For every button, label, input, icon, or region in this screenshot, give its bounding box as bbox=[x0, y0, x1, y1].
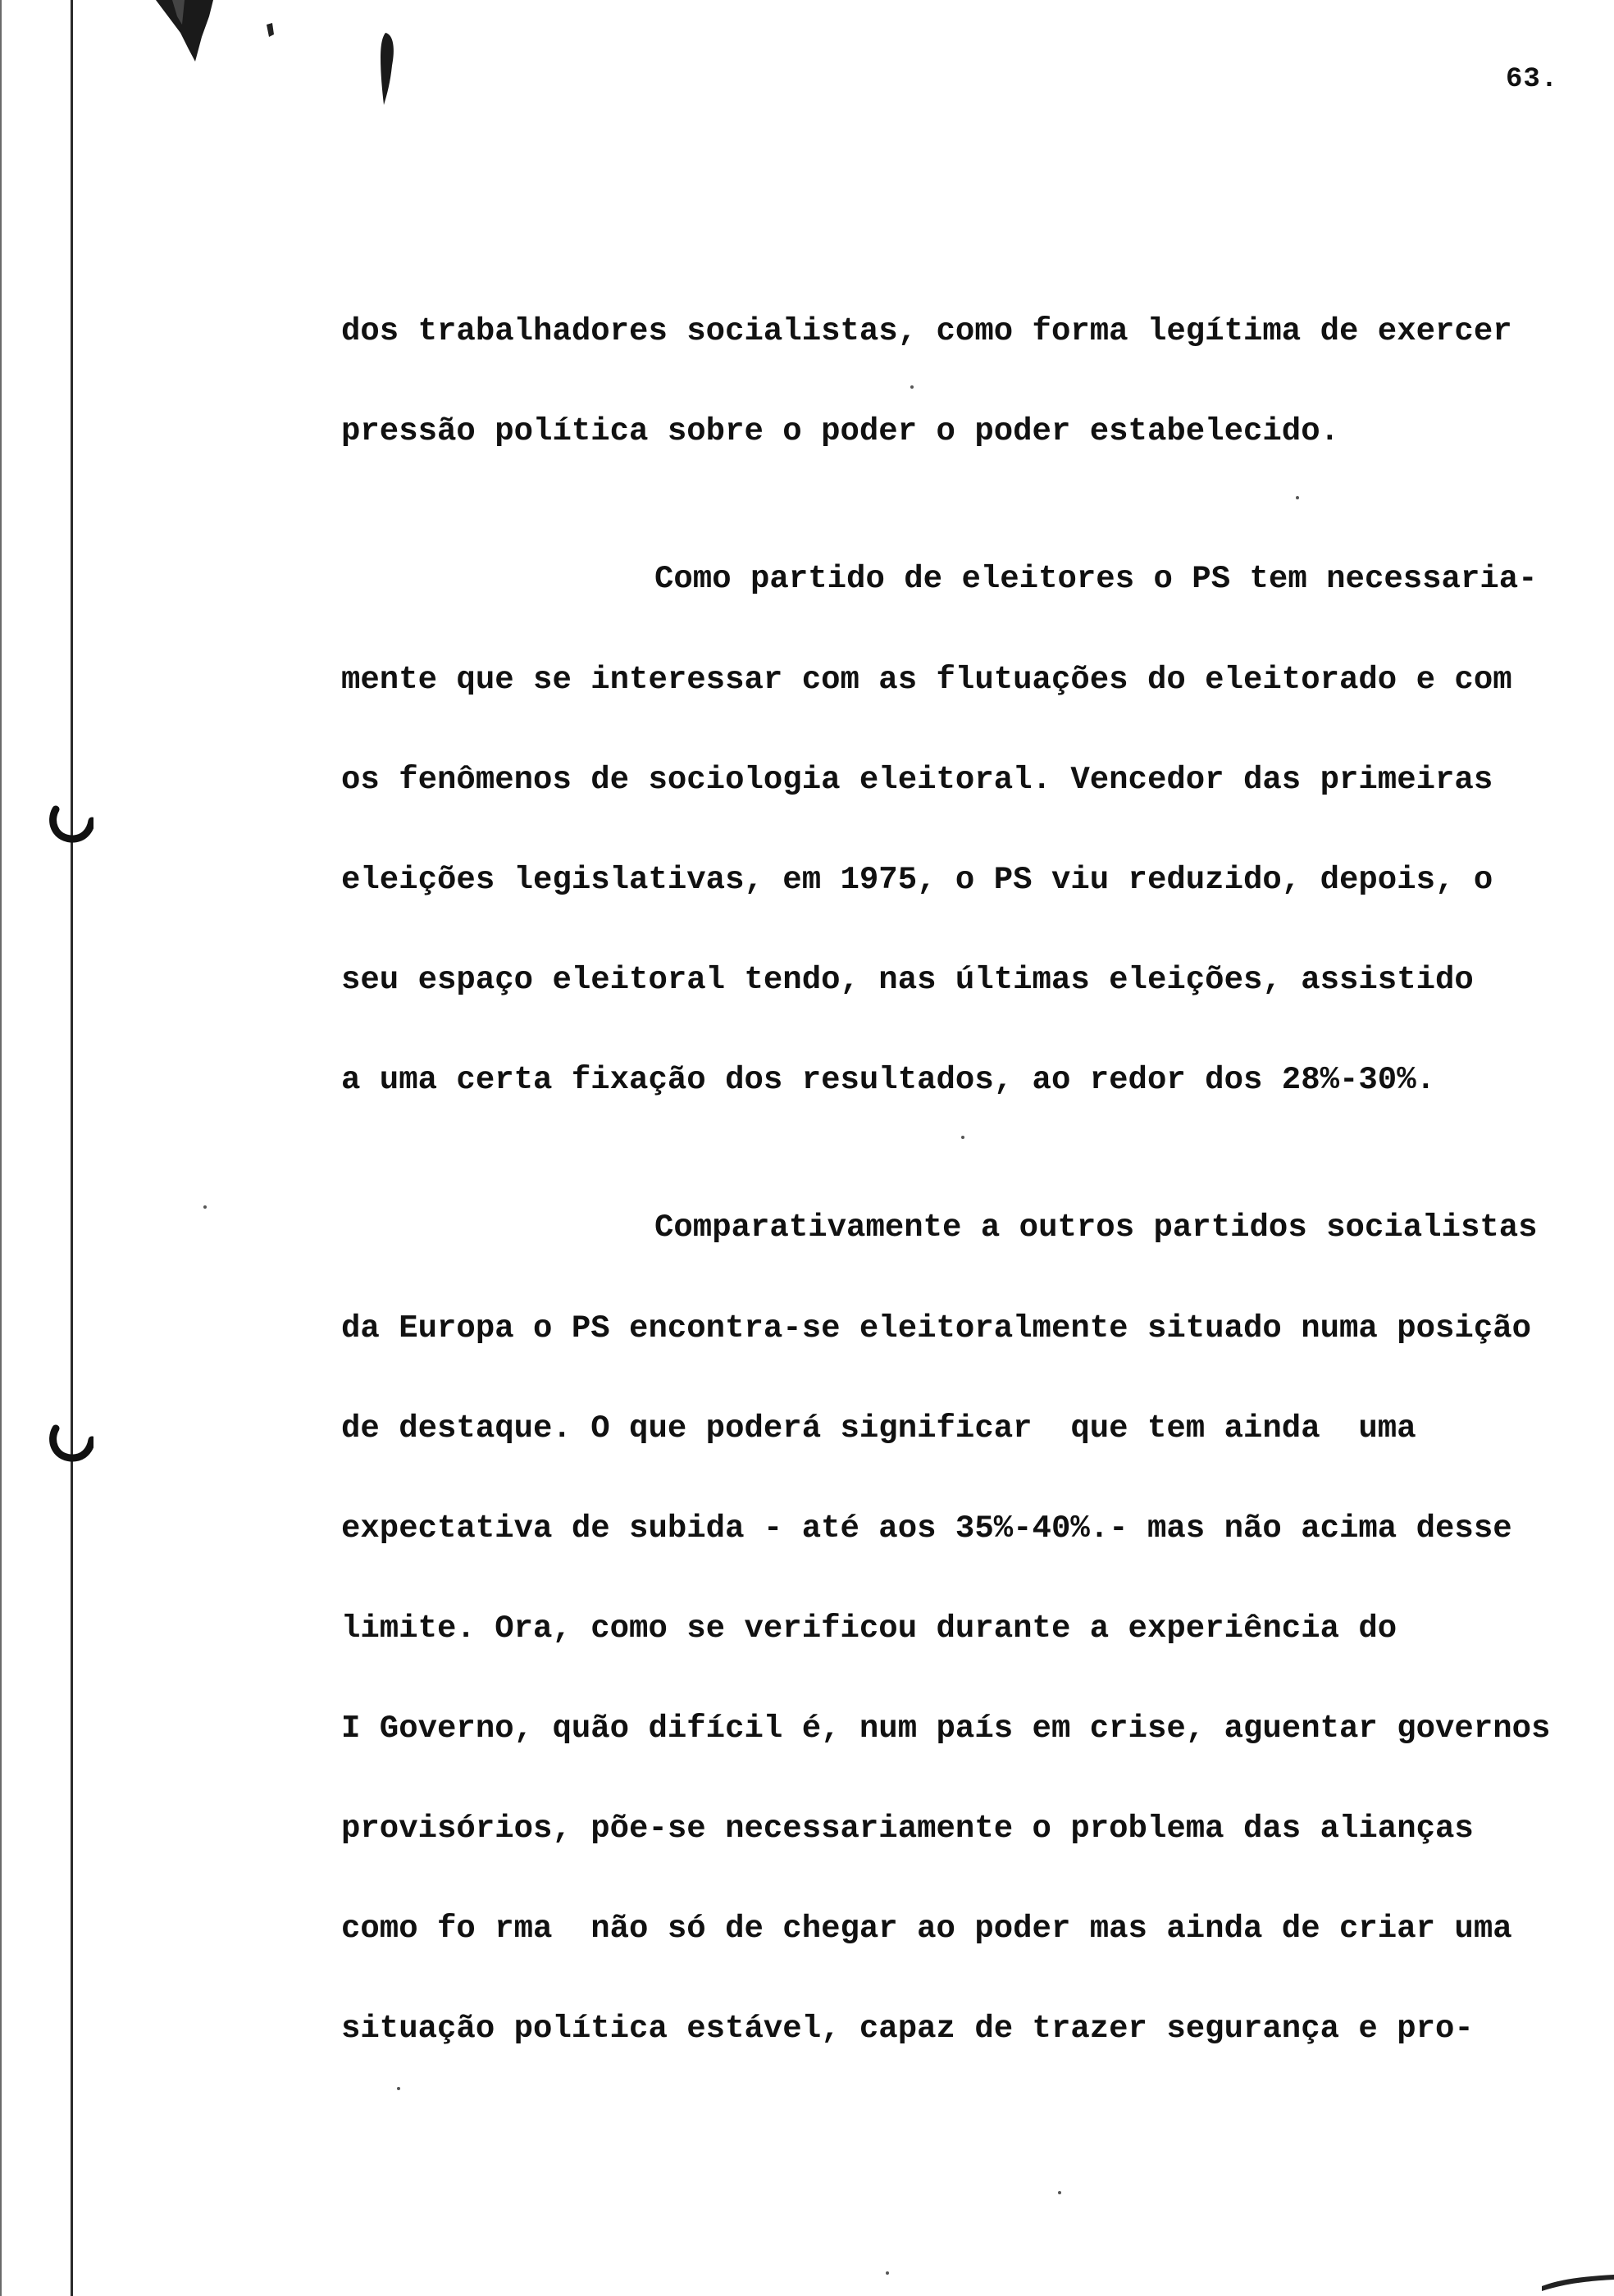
text-line-11: de destaque. O que poderá significar que tem ainda uma bbox=[341, 1410, 1416, 1446]
text-line-7: seu espaço eleitoral tendo, nas últimas eleições, assistido bbox=[341, 962, 1474, 998]
page-edge-line bbox=[0, 0, 2, 2296]
ink-speck bbox=[1296, 496, 1299, 499]
ink-speck bbox=[397, 2087, 400, 2090]
text-line-9-paragraph-start: Comparativamente a outros partidos socialistas bbox=[654, 1210, 1538, 1246]
binder-hole-top bbox=[48, 800, 93, 845]
text-line-6: eleições legislativas, em 1975, o PS viu reduzido, depois, o bbox=[341, 862, 1493, 898]
text-line-16: como fo rma não só de chegar ao poder mas ainda de criar uma bbox=[341, 1911, 1512, 1947]
text-line-4: mente que se interessar com as flutuações do eleitorado e com bbox=[341, 662, 1512, 698]
corner-ink-mark bbox=[123, 0, 451, 115]
ink-speck bbox=[886, 2271, 889, 2275]
binder-margin-line bbox=[71, 0, 73, 2296]
text-line-14: I Governo, quão difícil é, num país em crise, aguentar governos bbox=[341, 1711, 1551, 1747]
text-line-12: expectativa de subida - até aos 35%-40%.- mas não acima desse bbox=[341, 1510, 1512, 1547]
text-line-1: dos trabalhadores socialistas, como forma legítima de exercer bbox=[341, 313, 1512, 349]
text-line-3-paragraph-start: Como partido de eleitores o PS tem necessaria- bbox=[654, 561, 1538, 597]
text-line-13: limite. Ora, como se verificou durante a experiência do bbox=[341, 1610, 1397, 1647]
text-line-15: provisórios, põe-se necessariamente o problema das alianças bbox=[341, 1811, 1474, 1847]
ink-speck bbox=[910, 385, 914, 389]
binder-hole-bottom bbox=[48, 1419, 93, 1465]
text-line-2: pressão política sobre o poder o poder estabelecido. bbox=[341, 413, 1339, 449]
ink-speck bbox=[203, 1205, 207, 1209]
text-line-17: situação política estável, capaz de trazer segurança e pro- bbox=[341, 2011, 1474, 2047]
ink-speck bbox=[1058, 2191, 1061, 2194]
bottom-ink-mark bbox=[1542, 2271, 1614, 2296]
text-line-10: da Europa o PS encontra-se eleitoralmente situado numa posição bbox=[341, 1310, 1532, 1346]
text-line-8: a uma certa fixação dos resultados, ao redor dos 28%-30%. bbox=[341, 1062, 1436, 1098]
text-line-5: os fenômenos de sociologia eleitoral. Vencedor das primeiras bbox=[341, 762, 1493, 798]
page-number: 63. bbox=[1506, 64, 1559, 95]
ink-speck bbox=[961, 1136, 964, 1139]
